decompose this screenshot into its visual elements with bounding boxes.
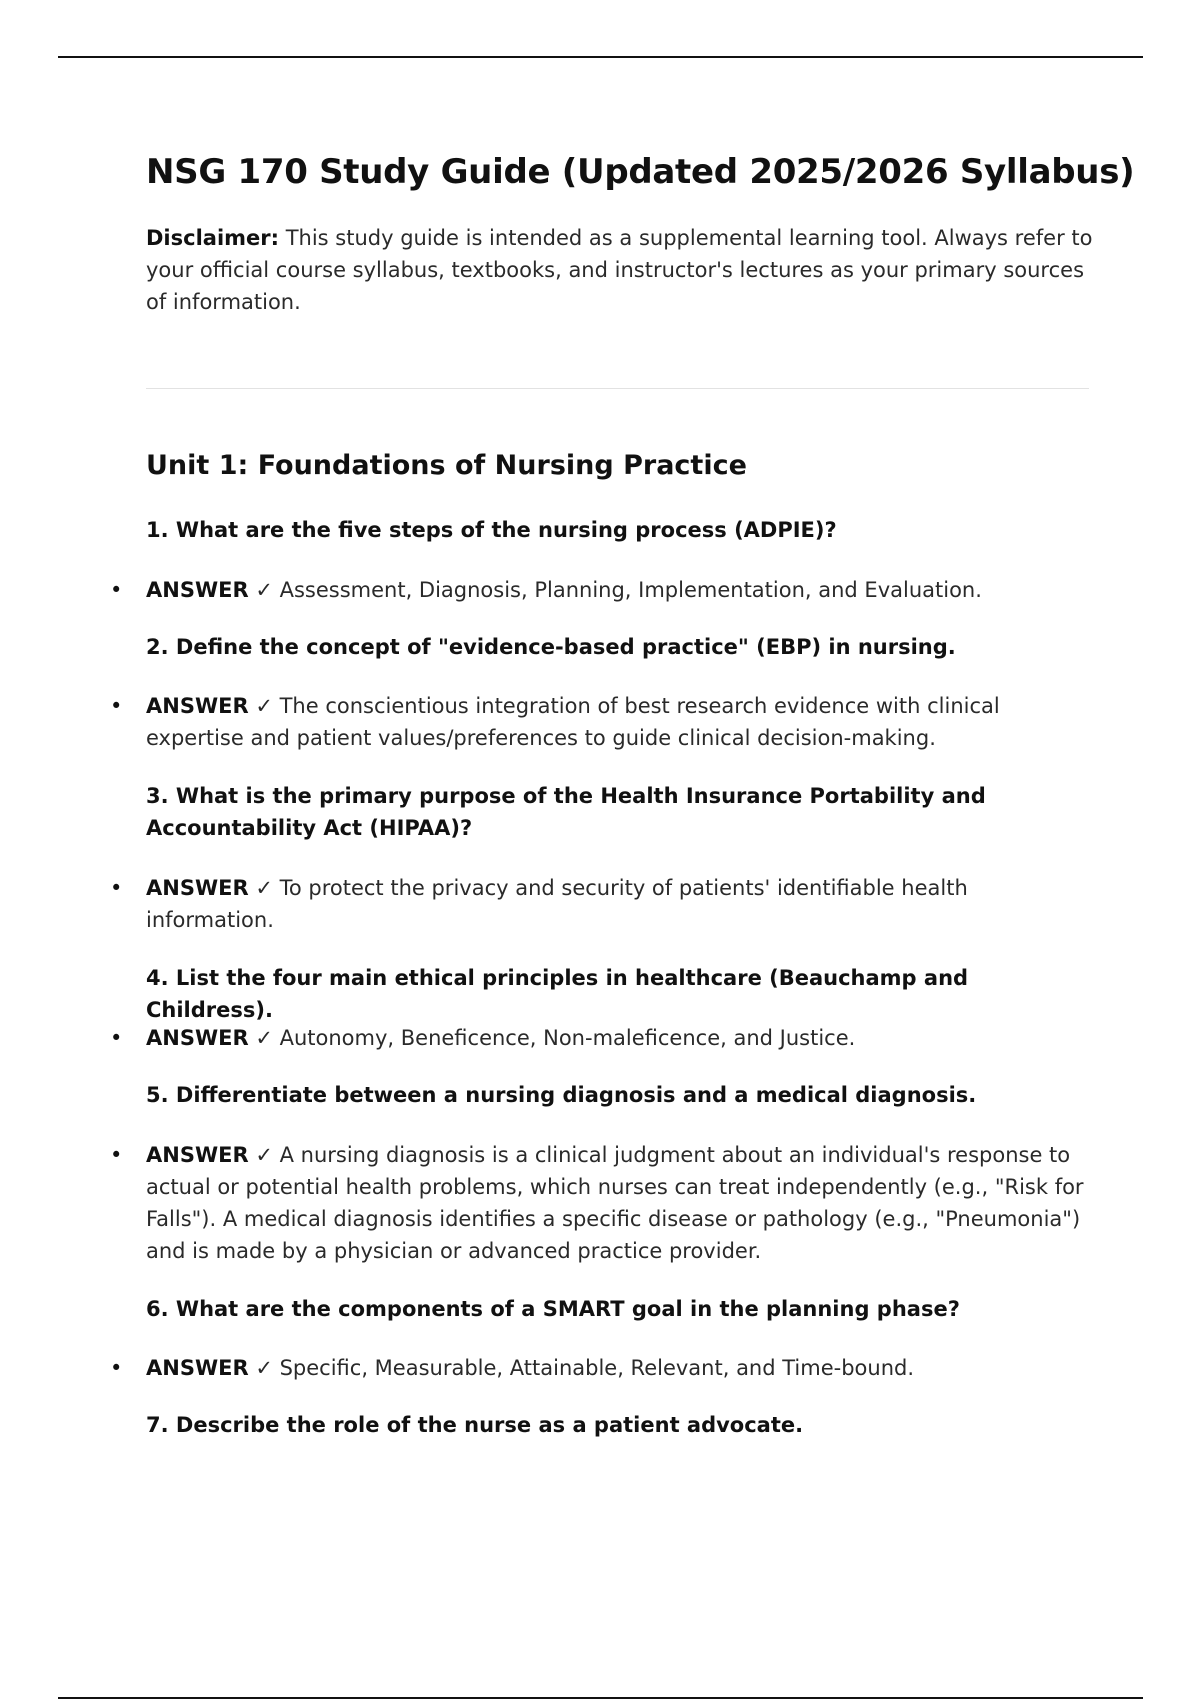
unit-heading: Unit 1: Foundations of Nursing Practice [146, 450, 747, 481]
disclaimer-text: This study guide is intended as a supplemental learning tool. Always refer to your official course syllabus, textbooks, and instructor's lectures as your primary sources of information. [146, 226, 1093, 314]
check-mark-icon: ✓ [248, 1356, 280, 1380]
answer-text: To protect the privacy and security of patients' identifiable health information. [146, 876, 968, 932]
answer-text: A nursing diagnosis is a clinical judgment about an individual's response to actual or potential health problems, which nurses can treat independently (e.g., "Risk for Falls"). A medical diagnosis identifies a specific disease or pathology (e.g., "Pneumonia") and is made by a physician or advanced practice provider. [146, 1143, 1084, 1263]
bullet: • [110, 876, 123, 900]
check-mark-icon: ✓ [248, 1026, 280, 1050]
question-2: 2. Define the concept of "evidence-based practice" (EBP) in nursing. [146, 635, 956, 659]
answer-5 [110, 1139, 1096, 1267]
check-mark-icon: ✓ [248, 694, 280, 718]
disclaimer-label: Disclaimer: [146, 226, 280, 250]
answer-text: The conscientious integration of best research evidence with clinical expertise and patient values/preferences to guide clinical decision-making. [146, 694, 1000, 750]
answer-label: ANSWER [146, 578, 249, 602]
answer-4 [110, 1022, 1096, 1054]
check-mark-icon: ✓ [248, 1143, 280, 1167]
question-4: 4. List the four main ethical principles in healthcare (Beauchamp and Childress). [146, 966, 969, 1022]
check-mark-icon: ✓ [248, 876, 280, 900]
page-title: NSG 170 Study Guide (Updated 2025/2026 Syllabus) [146, 152, 1135, 192]
answer-text: Assessment, Diagnosis, Planning, Implementation, and Evaluation. [279, 578, 982, 602]
bullet: • [110, 694, 123, 718]
answer-3 [110, 872, 1096, 936]
answer-label: ANSWER [146, 876, 249, 900]
bullet: • [110, 1026, 123, 1050]
question-7: 7. Describe the role of the nurse as a patient advocate. [146, 1413, 804, 1437]
answer-text: Specific, Measurable, Attainable, Relevant, and Time-bound. [279, 1356, 915, 1380]
question-6: 6. What are the components of a SMART goal in the planning phase? [146, 1297, 960, 1321]
answer-6 [110, 1352, 1096, 1384]
answer-label: ANSWER [146, 1356, 249, 1380]
answer-text: Autonomy, Beneficence, Non-maleficence, and Justice. [279, 1026, 856, 1050]
answer-2 [110, 690, 1096, 754]
bullet: • [110, 1143, 123, 1167]
check-mark-icon: ✓ [248, 578, 280, 602]
top-rule [58, 56, 1143, 58]
disclaimer [146, 222, 1096, 318]
bullet: • [110, 578, 123, 602]
question-1: 1. What are the five steps of the nursing process (ADPIE)? [146, 518, 837, 542]
answer-1 [110, 574, 1096, 606]
answer-label: ANSWER [146, 1143, 249, 1167]
answer-label: ANSWER [146, 694, 249, 718]
bullet: • [110, 1356, 123, 1380]
answer-label: ANSWER [146, 1026, 249, 1050]
section-divider [146, 388, 1089, 389]
bottom-rule [58, 1697, 1143, 1699]
question-5: 5. Differentiate between a nursing diagnosis and a medical diagnosis. [146, 1083, 977, 1107]
question-3: 3. What is the primary purpose of the Health Insurance Portability and Accountability Act (HIPAA)? [146, 784, 986, 840]
